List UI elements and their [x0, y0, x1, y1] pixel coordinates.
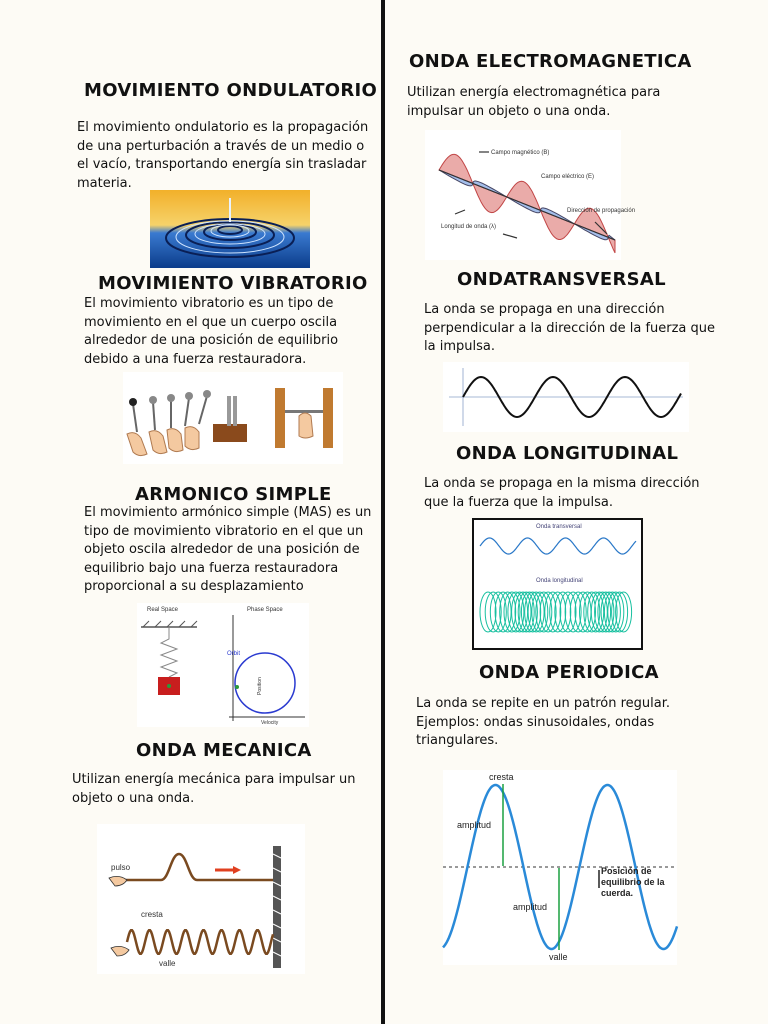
text-onda-periodica: La onda se repite en un patrón regular. Ejemplos: ondas sinusoidales, ondas triangulares. [416, 696, 671, 748]
label-campo-electrico: Campo eléctrico (E) [541, 174, 595, 180]
text-armonico-simple: El movimiento armónico simple (MAS) es un tipo de movimiento vibratorio en el que un objeto oscila alrededor de una posición de equilibrio bajo una fuerza restauradora proporcional a su desplazamiento [84, 505, 372, 594]
column-divider [381, 0, 385, 1024]
label-onda-transversal: Onda transversal [536, 524, 582, 530]
water-ripple-image [150, 190, 310, 268]
label-campo-magnetico: Campo magnético (B) [491, 150, 550, 156]
heading-armonico-simple: ARMONICO SIMPLE [135, 484, 332, 505]
text-onda-transversal: La onda se propaga en una dirección perpendicular a la dirección de la fuerza que la impulsa. [424, 302, 716, 354]
label-pulso: pulso [111, 863, 131, 872]
text-onda-electromagnetica: Utilizan energía electromagnética para impulsar un objeto o una onda. [407, 85, 661, 119]
label-position: Position [257, 677, 263, 695]
text-movimiento-ondulatorio: El movimiento ondulatorio es la propagación de una perturbación a través de un medio o el vacío, transportando energía sin trasladar materia. [77, 120, 369, 191]
label-onda-longitudinal: Onda longitudinal [536, 578, 583, 584]
text-movimiento-vibratorio: El movimiento vibratorio es un tipo de movimiento en el que un cuerpo oscila alrededor de una posición de equilibrio debido a una fuerza restauradora. [84, 296, 339, 367]
label-amplitud-bottom: amplitud [513, 902, 548, 912]
electromagnetic-wave-figure [425, 130, 636, 260]
label-posicion-equilibrio: Posición de equilibrio de la cuerda. [601, 866, 665, 898]
harmonic-phase-space-figure [137, 603, 309, 727]
label-velocity: Velocity [261, 720, 279, 726]
heading-onda-transversal: ONDATRANSVERSAL [457, 269, 666, 290]
label-amplitud-top: amplitud [457, 820, 492, 830]
vibrating-objects-image [123, 372, 343, 464]
label-valle-periodica: valle [549, 952, 568, 962]
label-longitud-onda: Longitud de onda (λ) [441, 224, 497, 230]
heading-onda-mecanica: ONDA MECANICA [136, 740, 312, 761]
label-direccion-propagacion: Dirección de propagación [567, 208, 636, 214]
heading-onda-longitudinal: ONDA LONGITUDINAL [456, 443, 679, 464]
label-orbit: Orbit [227, 651, 241, 657]
heading-onda-electromagnetica: ONDA ELECTROMAGNETICA [409, 51, 692, 72]
text-onda-mecanica: Utilizan energía mecánica para impulsar un objeto o una onda. [72, 772, 356, 806]
heading-movimiento-ondulatorio: MOVIMIENTO ONDULATORIO [84, 80, 378, 101]
label-valle: valle [159, 959, 176, 968]
label-cresta: cresta [141, 910, 163, 919]
label-phase-space: Phase Space [247, 607, 283, 613]
label-cresta-periodica: cresta [489, 772, 514, 782]
heading-onda-periodica: ONDA PERIODICA [479, 662, 659, 683]
longitudinal-wave-figure [472, 518, 643, 650]
label-real-space: Real Space [147, 607, 179, 613]
heading-movimiento-vibratorio: MOVIMIENTO VIBRATORIO [98, 273, 368, 294]
periodic-wave-figure [443, 770, 677, 965]
mechanical-wave-figure [97, 824, 305, 974]
text-onda-longitudinal: La onda se propaga en la misma dirección que la fuerza que la impulsa. [424, 476, 700, 510]
transverse-wave-figure [443, 362, 689, 432]
